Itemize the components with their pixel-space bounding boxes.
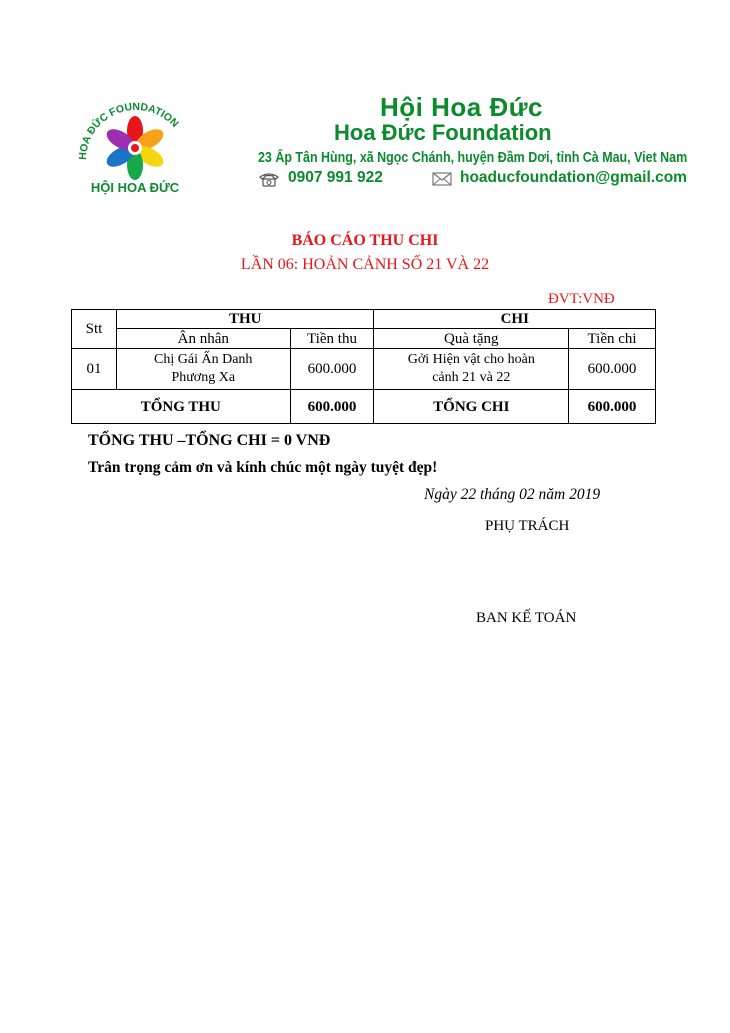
org-name-en: Hoa Đức Foundation (334, 120, 552, 145)
email-address: hoaducfoundation@gmail.com (460, 169, 687, 186)
currency-unit: ĐVT:VNĐ (548, 291, 615, 307)
tong-chi-value: 600.000 (569, 390, 656, 424)
balance-summary: TỔNG THU –TỔNG CHI = 0 VNĐ (88, 432, 331, 449)
report-subtitle: LẦN 06: HOẢN CẢNH SỐ 21 VÀ 22 (240, 256, 490, 273)
stt-header: Stt (72, 310, 117, 349)
table-row (72, 349, 656, 390)
qua-tang-header: Quà tặng (374, 329, 569, 349)
flower-logo-icon (70, 88, 200, 208)
row-an-nhan-line2: Phương Xa (171, 370, 236, 385)
an-nhan-header: Ân nhân (116, 329, 290, 349)
accounting-signature: BAN KẾ TOÁN (476, 610, 577, 626)
tong-thu-label: TỔNG THU (72, 390, 291, 424)
report-title: BÁO CÁO THU CHI (291, 232, 439, 249)
foundation-logo (70, 88, 200, 208)
phone-number: 0907 991 922 (288, 169, 383, 186)
org-name-vn: Hội Hoa Đức (380, 92, 544, 122)
table-column-header (72, 329, 656, 349)
row-qua-tang (374, 349, 569, 390)
table-total-row (72, 390, 656, 424)
in-charge-signature: PHỤ TRÁCH (485, 518, 570, 534)
chi-header: CHI (374, 310, 656, 329)
row-tien-thu: 600.000 (290, 349, 374, 390)
row-tien-chi: 600.000 (569, 349, 656, 390)
thu-header: THU (116, 310, 374, 329)
row-an-nhan (116, 349, 290, 390)
tong-thu-value: 600.000 (290, 390, 374, 424)
logo-bottom-text: HỘI HOA ĐỨC (90, 180, 180, 195)
report-date: Ngày 22 tháng 02 năm 2019 (424, 486, 601, 503)
thank-you-note: Trân trọng cảm ơn và kính chúc một ngày tuyệt đẹp! (88, 459, 438, 476)
tong-chi-label: TỔNG CHI (374, 390, 569, 424)
logo-arc-text: HOA ĐỨC FOUNDATION (76, 100, 181, 161)
phone-icon (258, 171, 280, 187)
row-stt: 01 (72, 349, 117, 390)
row-an-nhan-line1: Chị Gái Ẩn Danh (154, 352, 253, 367)
row-qua-tang-line1: Gởi Hiện vật cho hoàn (407, 352, 535, 367)
mail-icon (432, 172, 452, 186)
org-address: 23 Ấp Tân Hùng, xã Ngọc Chánh, huyện Đầm Dơi, tỉnh Cà Mau, Viet Nam (258, 150, 688, 166)
org-contact (258, 169, 687, 191)
row-qua-tang-line2: cảnh 21 và 22 (432, 370, 511, 385)
table-group-header (72, 310, 656, 329)
income-expense-table (71, 309, 656, 424)
tien-chi-header: Tiền chi (569, 329, 656, 349)
tien-thu-header: Tiền thu (290, 329, 374, 349)
